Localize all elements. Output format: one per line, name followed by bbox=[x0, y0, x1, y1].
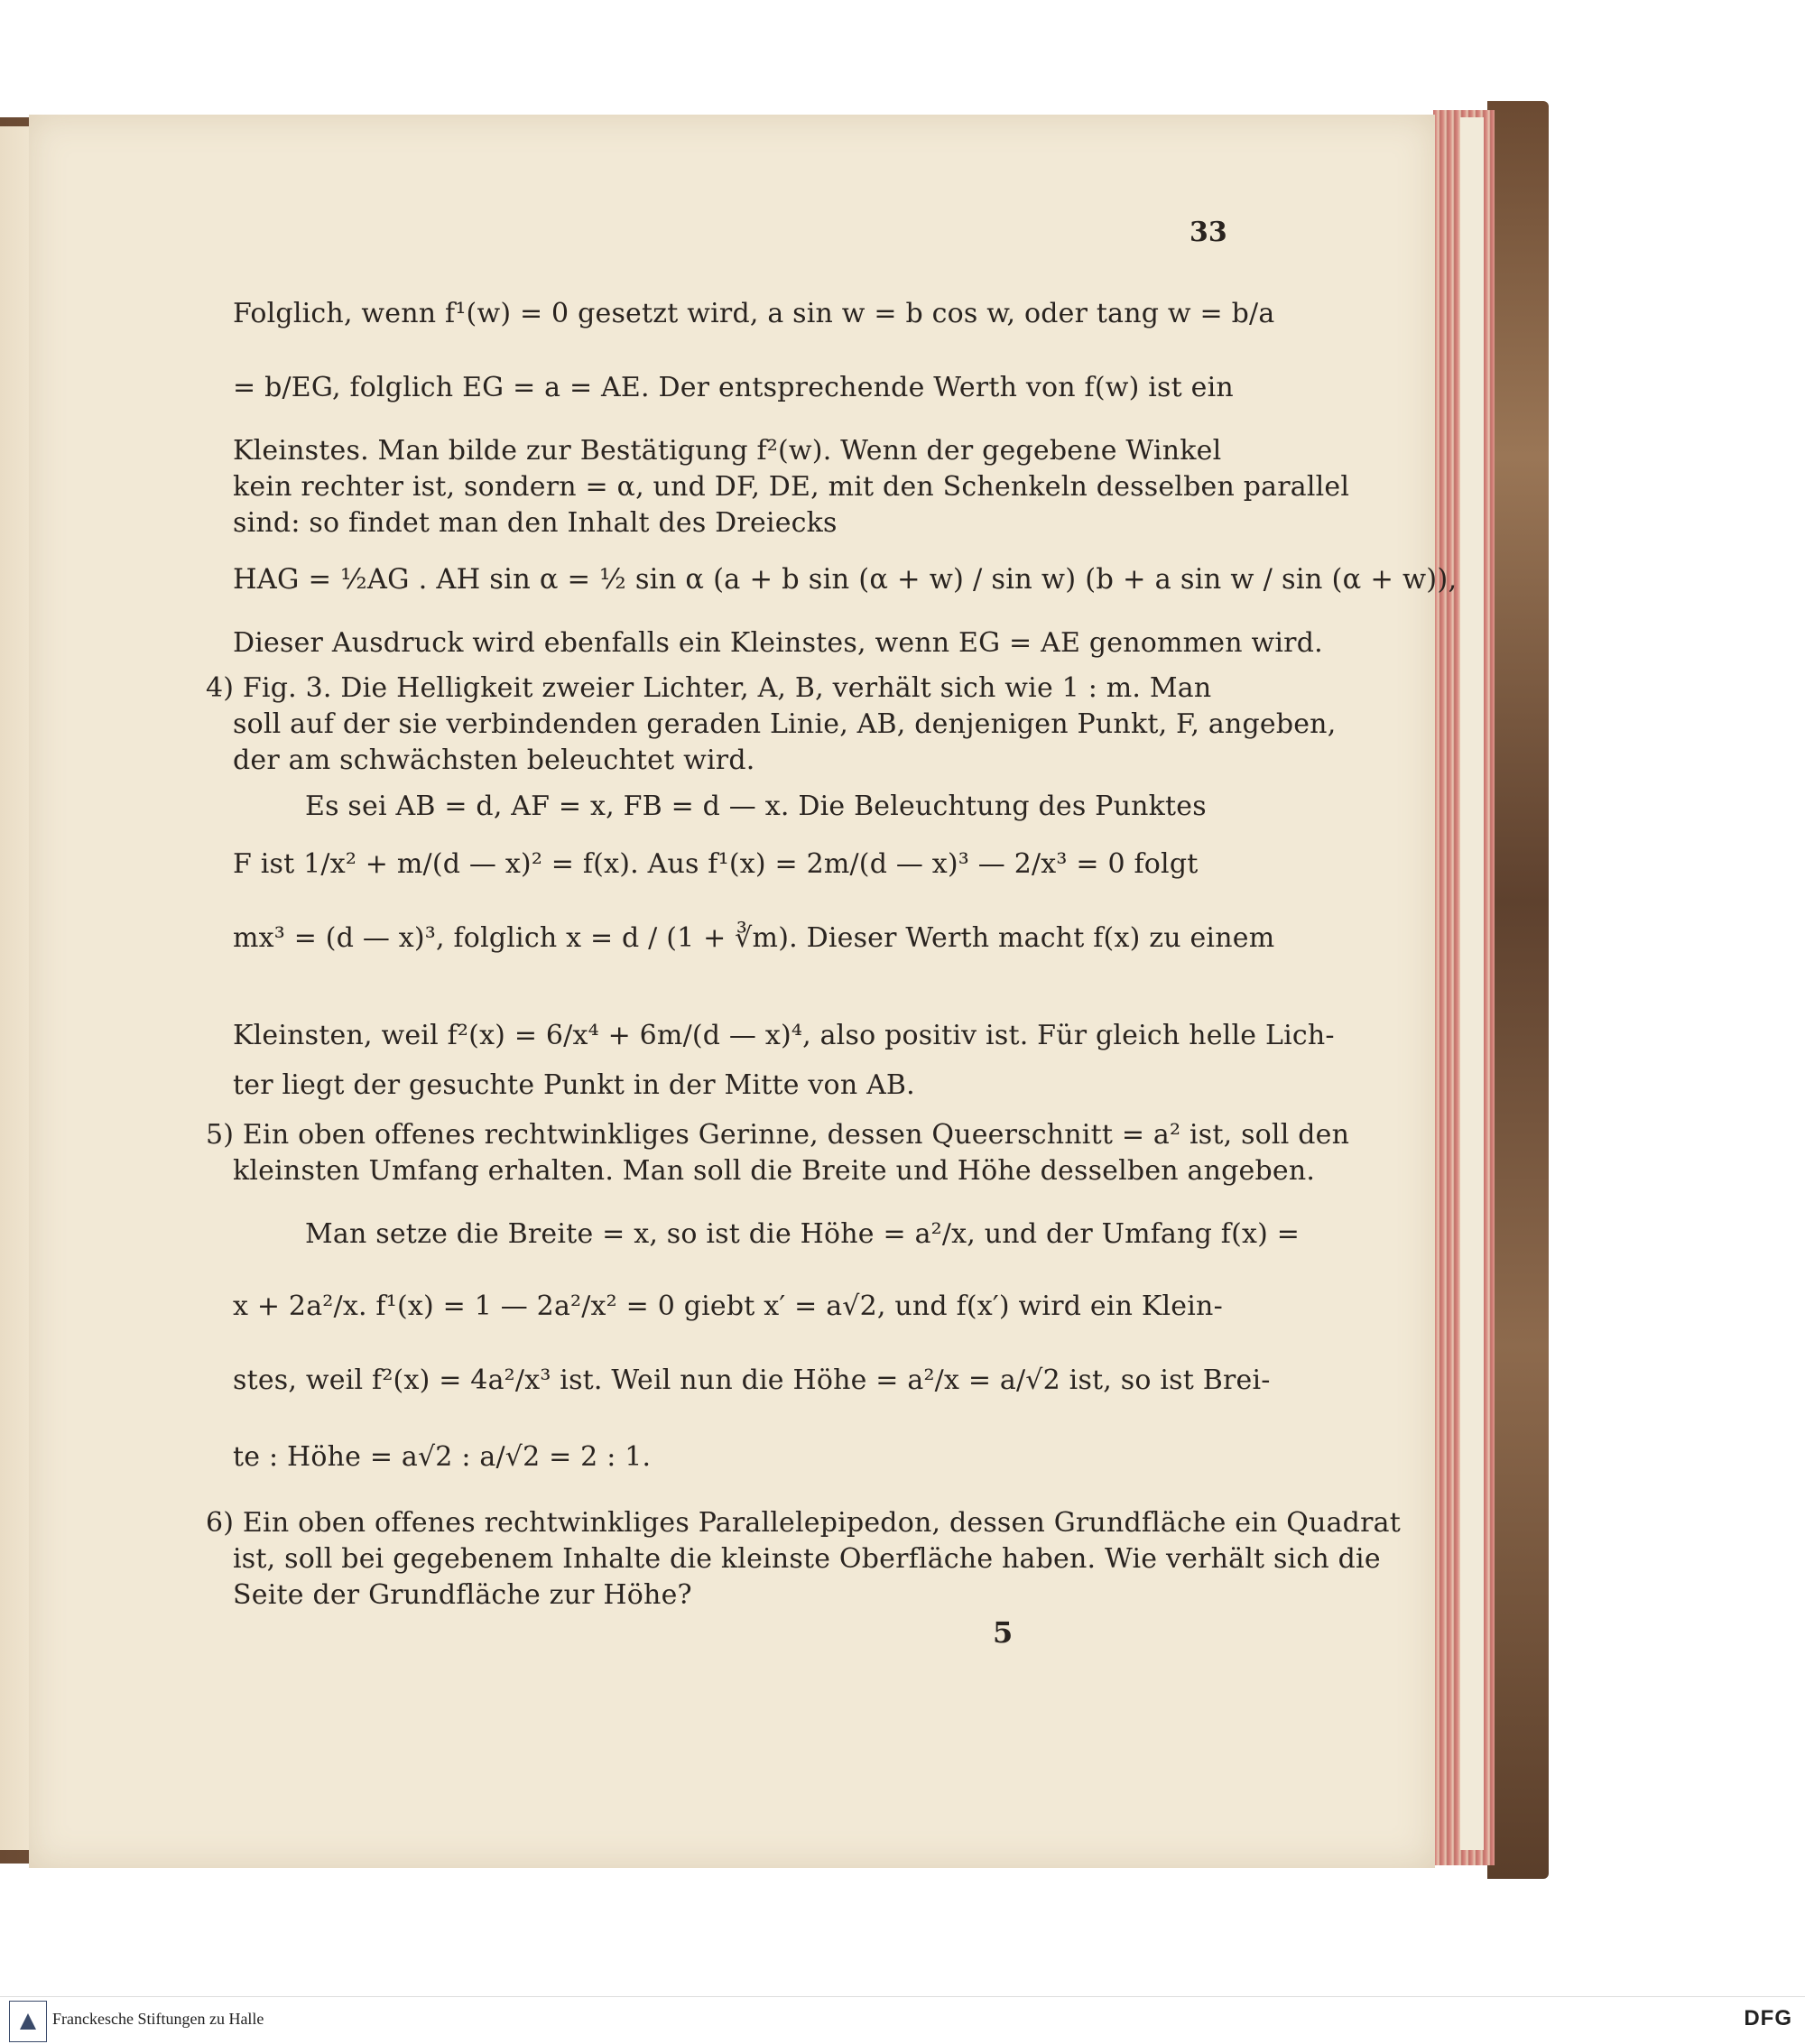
text-line: mx³ = (d — x)³, folglich x = d / (1 + ∛m). Dieser Werth macht f(x) zu einem bbox=[233, 922, 1275, 954]
text-line: F ist 1/x² + m/(d — x)² = f(x). Aus f¹(x) = 2m/(d — x)³ — 2/x³ = 0 folgt bbox=[233, 848, 1199, 880]
text-line: sind: so findet man den Inhalt des Dreiecks bbox=[233, 507, 838, 539]
text-line: soll auf der sie verbindenden geraden Linie, AB, denjenigen Punkt, F, angeben, bbox=[233, 708, 1337, 740]
text-line: Seite der Grundfläche zur Höhe? bbox=[233, 1579, 692, 1611]
text-line: 6) Ein oben offenes rechtwinkliges Parallelepipedon, dessen Grundfläche ein Quadrat bbox=[206, 1507, 1401, 1539]
text-line: Es sei AB = d, AF = x, FB = d — x. Die Beleuchtung des Punktes bbox=[305, 791, 1207, 822]
text-line: kein rechter ist, sondern = α, und DF, DE, mit den Schenkeln desselben parallel bbox=[233, 471, 1350, 503]
text-line: stes, weil f²(x) = 4a²/x³ ist. Weil nun die Höhe = a²/x = a/√2 ist, so ist Brei- bbox=[233, 1364, 1271, 1396]
text-line: Dieser Ausdruck wird ebenfalls ein Kleinstes, wenn EG = AE genommen wird. bbox=[233, 627, 1323, 659]
text-line: Folglich, wenn f¹(w) = 0 gesetzt wird, a sin w = b cos w, oder tang w = b/a bbox=[233, 298, 1275, 329]
text-line: ist, soll bei gegebenem Inhalte die kleinste Oberfläche haben. Wie verhält sich die bbox=[233, 1543, 1381, 1575]
viewer-footer bbox=[0, 1996, 1805, 2044]
text-line: ter liegt der gesuchte Punkt in der Mitte von AB. bbox=[233, 1069, 915, 1101]
text-line: Man setze die Breite = x, so ist die Höhe = a²/x, und der Umfang f(x) = bbox=[305, 1218, 1301, 1250]
text-line: Kleinstes. Man bilde zur Bestätigung f²(w). Wenn der gegebene Winkel bbox=[233, 435, 1222, 467]
page-block-edges-light bbox=[1460, 117, 1484, 1850]
institution-name[interactable]: Franckesche Stiftungen zu Halle bbox=[52, 2010, 264, 2028]
text-line: 5) Ein oben offenes rechtwinkliges Gerinne, dessen Queerschnitt = a² ist, soll den bbox=[206, 1119, 1350, 1151]
text-line: HAG = ½AG . AH sin α = ½ sin α (a + b sin (α + w) / sin w) (b + a sin w / sin (α + w)), bbox=[233, 564, 1458, 596]
text-line: te : Höhe = a√2 : a/√2 = 2 : 1. bbox=[233, 1441, 652, 1473]
funder-logo[interactable]: DFG bbox=[1744, 2006, 1792, 2030]
text-line: 4) Fig. 3. Die Helligkeit zweier Lichter, A, B, verhält sich wie 1 : m. Man bbox=[206, 672, 1212, 704]
page-number: 33 bbox=[1189, 217, 1227, 248]
text-line: Kleinsten, weil f²(x) = 6/x⁴ + 6m/(d — x)⁴, also positiv ist. Für gleich helle Lich- bbox=[233, 1020, 1335, 1051]
text-line: x + 2a²/x. f¹(x) = 1 — 2a²/x² = 0 giebt x′ = a√2, und f(x′) wird ein Klein- bbox=[233, 1290, 1223, 1322]
text-line: kleinsten Umfang erhalten. Man soll die Breite und Höhe desselben angeben. bbox=[233, 1155, 1316, 1187]
signature-mark: 5 bbox=[993, 1615, 1014, 1650]
text-line: der am schwächsten beleuchtet wird. bbox=[233, 745, 755, 776]
facing-page-edge bbox=[0, 126, 31, 1850]
institution-logo-icon bbox=[9, 2001, 47, 2042]
book-spine-edge bbox=[1487, 101, 1549, 1879]
text-line: = b/EG, folglich EG = a = AE. Der entsprechende Werth von f(w) ist ein bbox=[233, 372, 1234, 403]
